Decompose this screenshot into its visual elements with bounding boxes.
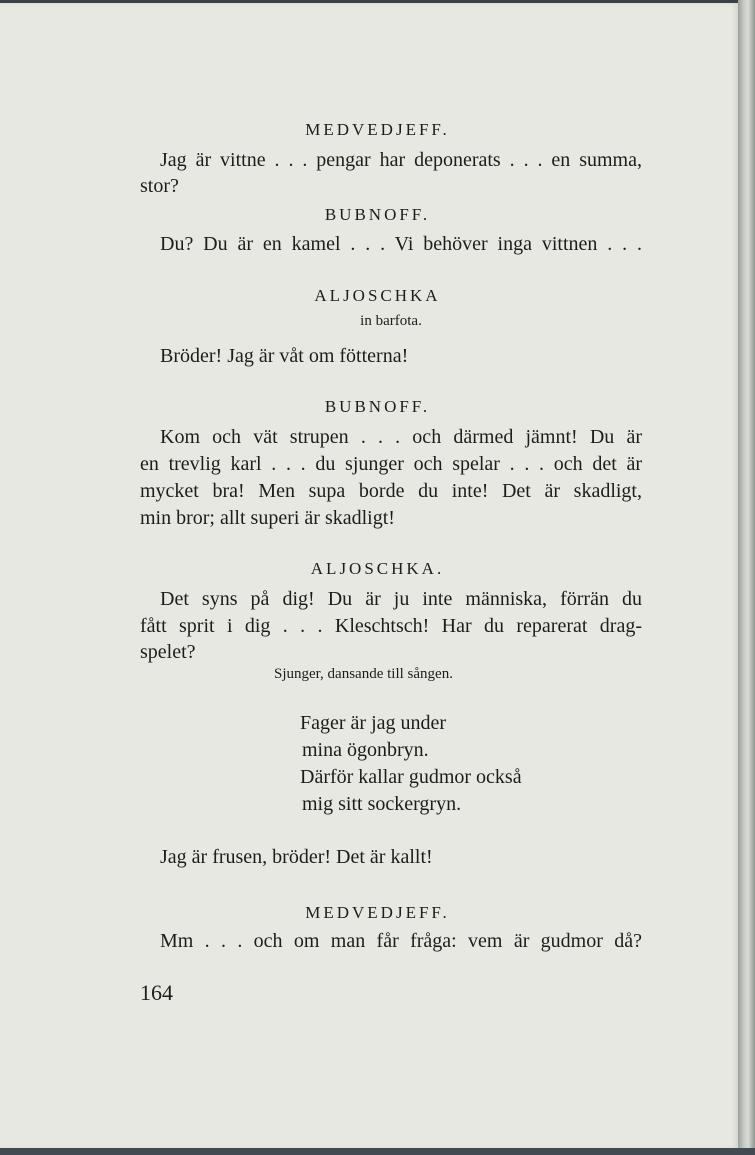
song-line: mina ögonbryn. — [302, 739, 429, 761]
page-bottom-edge — [0, 1148, 755, 1155]
speaker-name: ALJOSCHKA — [314, 286, 441, 305]
dialogue-line: stor? — [140, 175, 179, 197]
song-line: Därför kallar gudmor också — [300, 766, 522, 788]
speaker-name: MEDVEDJEFF. — [305, 903, 450, 922]
dialogue-line: min bror; allt superi är skadligt! — [140, 507, 395, 529]
song-line: mig sitt sockergryn. — [302, 793, 462, 815]
dialogue-line: Det syns på dig! Du är ju inte människa, förrän du — [160, 588, 642, 610]
dialogue-line: fått sprit i dig . . . Kleschtsch! Har du reparerat drag- — [140, 615, 642, 637]
dialogue-line: mycket bra! Men supa borde du inte! Det är skadligt, — [140, 480, 642, 502]
stage-direction: Sjunger, dansande till sången. — [274, 666, 453, 682]
dialogue-line: Jag är frusen, bröder! Det är kallt! — [160, 846, 433, 868]
speaker-name: BUBNOFF. — [324, 205, 431, 224]
speaker-name: MEDVEDJEFF. — [305, 120, 450, 139]
dialogue-line: Jag är vittne . . . pengar har deponerats . . . en summa, — [160, 149, 642, 171]
dialogue-line: Bröder! Jag är våt om fötterna! — [160, 345, 409, 367]
song-line: Fager är jag under — [300, 712, 447, 734]
dialogue-line: Du? Du är en kamel . . . Vi behöver inga vittnen . . . — [160, 233, 642, 255]
speaker-name: BUBNOFF. — [324, 397, 431, 416]
dialogue-line: Kom och vät strupen . . . och därmed jämnt! Du är — [160, 426, 642, 448]
page-number: 164 — [140, 980, 173, 1005]
dialogue-line: en trevlig karl . . . du sjunger och spelar . . . och det är — [140, 453, 642, 475]
speaker-name: ALJOSCHKA. — [310, 559, 445, 578]
dialogue-line: Mm . . . och om man får fråga: vem är gudmor då? — [160, 930, 642, 952]
stage-direction: in barfota. — [360, 313, 422, 329]
dialogue-line: spelet? — [140, 641, 196, 663]
